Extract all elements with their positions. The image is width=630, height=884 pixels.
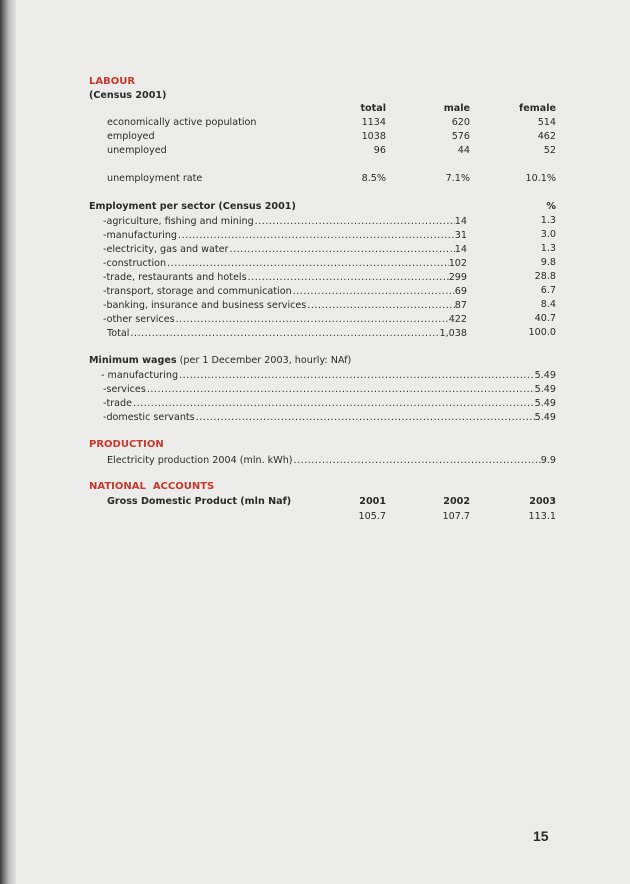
cell-male: 7.1% (445, 173, 470, 184)
dot-leader (306, 299, 454, 312)
row-label: -agriculture, fishing and mining (103, 216, 254, 227)
dot-leader (292, 285, 455, 298)
employment-percent: 100.0 (528, 327, 556, 338)
cell-total: 1134 (361, 117, 386, 128)
row-label: -manufacturing (103, 230, 178, 241)
cell-male: 576 (451, 131, 470, 142)
cell-total: 1038 (361, 131, 386, 142)
row-label: -services (103, 384, 146, 395)
sector-row (103, 299, 467, 312)
wage-value: 5.49 (534, 412, 556, 423)
row-label: Electricity production 2004 (mln. kWh) (107, 455, 293, 466)
wage-value: 5.49 (534, 370, 556, 381)
dot-leader (166, 257, 449, 270)
cell-female: 10.1% (525, 173, 556, 184)
dot-leader (146, 383, 535, 396)
wage-row (101, 369, 556, 382)
sector-row (103, 215, 467, 228)
row-label: unemployed (107, 145, 167, 156)
column-header-female: female (519, 103, 556, 114)
wage-value: 5.49 (534, 384, 556, 395)
employment-count: 102 (448, 258, 467, 269)
sector-row (103, 285, 467, 298)
row-label: -domestic servants (103, 412, 195, 423)
employment-count: 69 (454, 286, 467, 297)
row-label: unemployment rate (107, 173, 203, 184)
employment-percent: 40.7 (534, 313, 556, 324)
employment-count: 422 (448, 314, 467, 325)
employment-count: 299 (448, 272, 467, 283)
dot-leader (132, 397, 535, 410)
cell-total: 96 (373, 145, 386, 156)
employment-count: 1,038 (439, 328, 467, 339)
gdp-label: Gross Domestic Product (mln Naf) (107, 496, 292, 507)
cell-female: 52 (543, 145, 556, 156)
dot-leader (195, 411, 535, 424)
sector-row (103, 257, 467, 270)
employment-count: 14 (454, 244, 467, 255)
dot-leader (229, 243, 455, 256)
wages-heading: Minimum wages (89, 355, 177, 366)
row-label: economically active population (107, 117, 257, 128)
employment-percent: 28.8 (534, 271, 556, 282)
gdp-year-2001: 2001 (359, 496, 386, 507)
column-header-total: total (360, 103, 386, 114)
electricity-production-row (107, 454, 556, 467)
employment-percent: 8.4 (540, 299, 556, 310)
wage-row (103, 397, 556, 410)
employment-count: 14 (454, 216, 467, 227)
sector-row (103, 271, 467, 284)
wages-heading-note: (per 1 December 2003, hourly: NAf) (179, 355, 352, 366)
dot-leader (129, 327, 439, 340)
cell-male: 44 (457, 145, 470, 156)
employment-percent: 1.3 (540, 243, 556, 254)
gdp-year-2002: 2002 (443, 496, 470, 507)
employment-percent: 6.7 (540, 285, 556, 296)
dot-leader (178, 369, 535, 382)
book-binding-edge (0, 0, 16, 884)
gdp-year-2003: 2003 (529, 496, 556, 507)
wage-row (103, 383, 556, 396)
sector-percent-header: % (546, 201, 556, 212)
cell-male: 620 (451, 117, 470, 128)
labour-subheading: (Census 2001) (89, 90, 167, 101)
row-label: -construction (103, 258, 167, 269)
row-label: -trade (103, 398, 133, 409)
dot-leader (293, 454, 541, 467)
gdp-value-2002: 107.7 (442, 511, 470, 522)
sector-row (103, 243, 467, 256)
row-label: -other services (103, 314, 175, 325)
row-label: - manufacturing (101, 370, 179, 381)
row-label: Total (107, 328, 130, 339)
wages-heading-line (89, 355, 351, 366)
sector-row (107, 327, 467, 340)
wage-value: 5.49 (534, 398, 556, 409)
labour-heading: LABOUR (89, 76, 136, 87)
dot-leader (177, 229, 455, 242)
employment-percent: 3.0 (540, 229, 556, 240)
row-label: employed (107, 131, 155, 142)
dot-leader (175, 313, 449, 326)
gdp-value-2003: 113.1 (528, 511, 556, 522)
column-header-male: male (443, 103, 470, 114)
gdp-value-2001: 105.7 (358, 511, 386, 522)
row-label: -trade, restaurants and hotels (103, 272, 247, 283)
national-accounts-heading: NATIONAL ACCOUNTS (89, 481, 215, 492)
wage-row (103, 411, 556, 424)
sector-row (103, 229, 467, 242)
production-heading: PRODUCTION (89, 439, 164, 450)
sector-heading: Employment per sector (Census 2001) (89, 201, 296, 212)
cell-female: 514 (537, 117, 556, 128)
row-label: -transport, storage and communication (103, 286, 292, 297)
employment-count: 87 (454, 300, 467, 311)
dot-leader (254, 215, 455, 228)
cell-female: 462 (537, 131, 556, 142)
row-label: -banking, insurance and business services (103, 300, 307, 311)
employment-count: 31 (454, 230, 467, 241)
row-value: 9.9 (540, 455, 556, 466)
row-label: -electricity, gas and water (103, 244, 229, 255)
dot-leader (247, 271, 449, 284)
sector-row (103, 313, 467, 326)
employment-percent: 9.8 (540, 257, 556, 268)
cell-total: 8.5% (361, 173, 386, 184)
employment-percent: 1.3 (540, 215, 556, 226)
page-number: 15 (533, 828, 549, 844)
